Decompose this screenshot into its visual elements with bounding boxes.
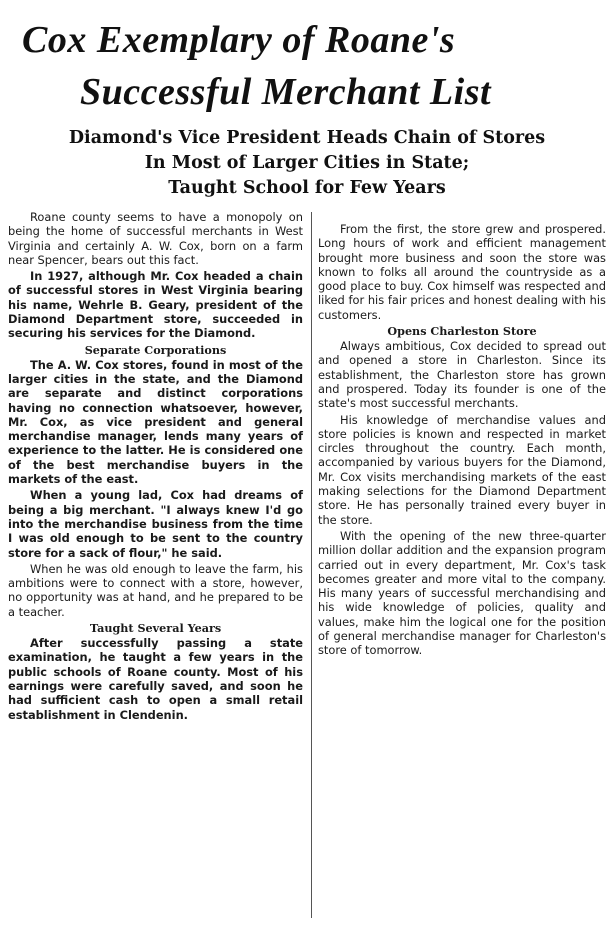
paragraph: Roane county seems to have a monopoly on being the home of successful merchants in West Virginia and certainly A. W. Cox, born on a farm near Spencer, bears out this fact. [8,210,303,267]
section-subhead: Separate Corporations [84,342,227,357]
paragraph: When he was old enough to leave the farm, his ambitions were to connect with a store, however, no opportunity was at hand, and he prepared to be a teacher. [8,561,303,619]
paragraph: His knowledge of merchandise values and store policies is known and respected in market circles throughout the country. Each month, accompanied by various buyers for the Diamond, Mr. Cox visits merchandising markets of the east making selections for the Diamond Department store. He has personally trained every buyer in the store. [318,412,606,527]
section-subhead: Opens Charleston Store [387,324,537,339]
headline-line-1: Cox Exemplary of Roane's [22,19,456,61]
paragraph: From the first, the store grew and prospered. Long hours of work and efficient management brought more business and soon the store was known to folks all around the countryside as a good place to buy. Cox himself was respected and liked for his fair prices and honest dealing with his customers. [318,222,606,322]
deck-line-3: Taught School for Few Years [168,178,446,198]
paragraph: Always ambitious, Cox decided to spread out and opened a store in Charleston. Since its establishment, the Charleston store has grown and prospered. Today its founder is one of the state's most successful merchants. [318,339,606,411]
paragraph: When a young lad, Cox had dreams of being a big merchant. "I always knew I'd go into the merchandise business from the time I was old enough to be sent to the country store for a sack of flour," he said. [8,488,303,560]
deck-subheadline [0,126,614,201]
paragraph: With the opening of the new three-quarter million dollar addition and the expansion program carried out in every department, Mr. Cox's task becomes greater and more vital to the company. His many years of successful merchandising and his wide knowledge of policies, quality and values, make him the logical one for the position of general merchandise manager for Charleston's store of tomorrow. [318,528,606,658]
paragraph: In 1927, although Mr. Cox headed a chain of successful stores in West Virginia bearing his name, Wehrle B. Geary, president of the Diamond Department store, succeeded in securing his services for the Diamond. [8,269,303,341]
article-column-right [318,222,606,660]
column-divider [311,212,312,918]
paragraph: After successfully passing a state examination, he taught a few years in the public schools of Roane county. Most of his earnings were carefully saved, and soon he had sufficient cash to open a small retail establishment in Clendenin. [8,636,303,722]
headline [0,0,614,118]
section-subhead: Taught Several Years [89,621,222,636]
headline-line-2: Successful Merchant List [80,71,492,113]
deck-line-1: Diamond's Vice President Heads Chain of Stores [68,128,546,148]
paragraph: The A. W. Cox stores, found in most of the larger cities in the state, and the Diamond are separate and distinct corporations having no connection whatsoever, however, Mr. Cox, as vice president and general merchandise manager, lends many years of experience to the latter. He is considered one of the best merchandise buyers in the markets of the east. [8,357,303,487]
article-column-left [8,210,303,724]
deck-line-2: In Most of Larger Cities in State; [144,153,470,173]
